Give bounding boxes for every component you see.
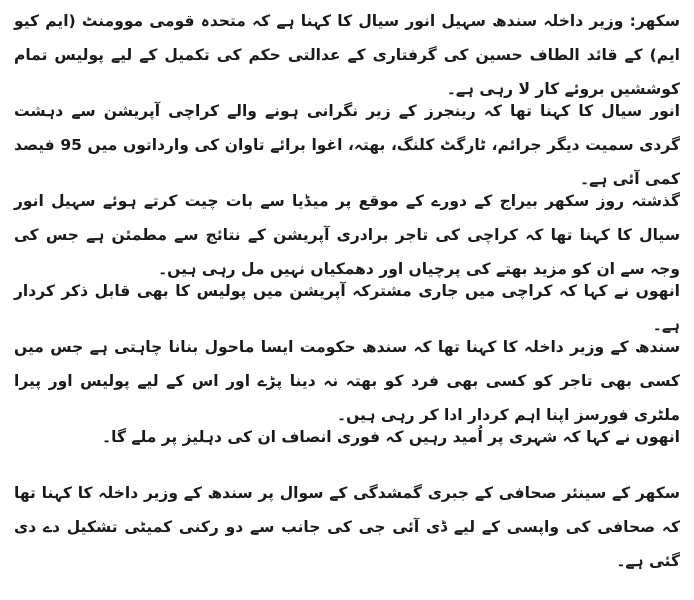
article-body bbox=[14, 4, 680, 570]
article-paragraph-5: سندھ کے وزیر داخلہ کا کہنا تھا کہ سندھ حکومت ایسا ماحول بنانا چاہتی ہے جس میں کسی بھی تاجر کو کسی بھی فرد کو بھتہ نہ دینا پڑے اور اس کے لیے پولیس اور پیرا ملٹری فورسز اپنا اہم کردار ادا کر رہی ہیں۔ bbox=[14, 338, 680, 424]
article-paragraph-2: انور سیال کا کہنا تھا کہ رینجرز کے زیر نگرانی ہونے والے کراچی آپریشن سے دہشت گردی سمیت دیگر جرائم، ٹارگٹ کلنگ، بھتہ، اغوا برائے تاوان کی وارداتوں میں 95 فیصد کمی آئی ہے۔ bbox=[14, 102, 680, 188]
article-paragraph-3: گذشتہ روز سکھر بیراج کے دورے کے موقع پر میڈیا سے بات چیت کرتے ہوئے سہیل انور سیال کا کہنا تھا کہ کراچی کی تاجر برادری آپریشن کے نتائج سے مطمئن ہے جس کی وجہ سے ان کو مزید بھتے کی پرچیاں اور دھمکیاں نہیں مل رہی ہیں۔ bbox=[14, 192, 680, 278]
article-paragraph-6: انھوں نے کہا کہ شہری پر اُمید رہیں کہ فوری انصاف ان کی دہلیز پر ملے گا۔ bbox=[102, 428, 680, 446]
article-paragraph-7: سکھر کے سینئر صحافی کے جبری گمشدگی کے سوال پر سندھ کے وزیر داخلہ کا کہنا تھا کہ صحافی کی واپسی کے لیے ڈی آئی جی کی جانب سے دو رکنی کمیٹی تشکیل دے دی گئی ہے۔ bbox=[14, 484, 680, 570]
article-paragraph-4: انھوں نے کہا کہ کراچی میں جاری مشترکہ آپریشن میں پولیس کا بھی قابل ذکر کردار ہے۔ bbox=[14, 282, 680, 334]
article-paragraph-1: سکھر: وزیر داخلہ سندھ سہیل انور سیال کا کہنا ہے کہ متحدہ قومی موومنٹ (ایم کیو ایم) کے قائد الطاف حسین کی گرفتاری کے عدالتی حکم کی تکمیل کے لیے پولیس تمام کوششیں بروئے کار لا رہی ہے۔ bbox=[14, 12, 680, 98]
